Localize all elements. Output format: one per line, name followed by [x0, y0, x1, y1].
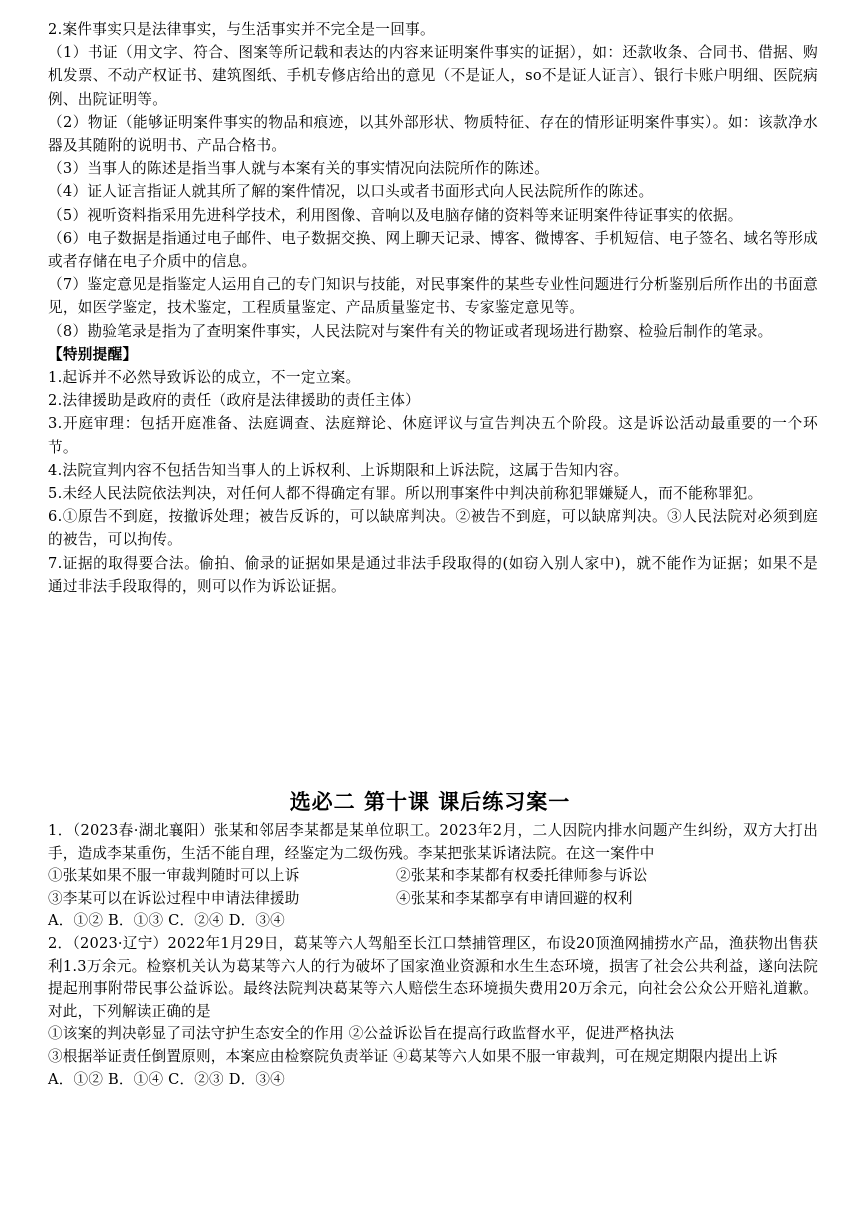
- question-1-options-row: [48, 865, 818, 888]
- exercise-title: 选必二 第十课 课后练习案一: [289, 790, 571, 814]
- reminder-item: 2.法律援助是政府的责任（政府是法律援助的责任主体）: [48, 392, 420, 410]
- option-1: ①张某如果不服一审裁判随时可以上诉: [48, 867, 300, 885]
- question-2-stem: 2．（2023·辽宁）2022年1月29日，葛某等六人驾船至长江口禁捕管理区，布设20顶渔网捕捞水产品，渔获物出售获利1.3万余元。检察机关认为葛某等六人的行为破坏了国家渔业资源和水生生态环境，损害了社会公共利益，遂向法院提起刑事附带民事公益诉讼。最终法院判决葛某等六人赔偿生态环境损失费用20万余元，向社会公众公开赔礼道歉。对此，下列解读正确的是: [48, 934, 818, 1020]
- reminder-item: 1.起诉并不必然导致诉讼的成立，不一定立案。: [48, 369, 361, 387]
- reminder-item: 3.开庭审理：包括开庭准备、法庭调查、法庭辩论、休庭评议与宣告判决五个阶段。这是诉讼活动最重要的一个环节。: [48, 415, 818, 456]
- exercise-section: [48, 820, 818, 1091]
- note-line: （2）物证（能够证明案件事实的物品和痕迹，以其外部形状、物质特征、存在的情形证明案件事实）。如：该款净水器及其随附的说明书、产品合格书。: [48, 113, 818, 155]
- note-line: （5）视听资料指采用先进科学技术，利用图像、音响以及电脑存储的资料等来证明案件待证事实的依据。: [48, 206, 743, 224]
- reminder-item: 5.未经人民法院依法判决，对任何人都不得确定有罪。所以刑事案件中判决前称犯罪嫌疑人，而不能称罪犯。: [48, 485, 763, 503]
- question-2-options-1-2: ①该案的判决彰显了司法守护生态安全的作用 ②公益诉讼旨在提高行政监督水平，促进严格执法: [48, 1025, 675, 1043]
- note-line: （1）书证（用文字、符合、图案等所记载和表达的内容来证明案件事实的证据），如：还款收条、合同书、借据、购机发票、不动产权证书、建筑图纸、手机专修店给出的意见（不是证人，so不是证人证言）、银行卡账户明细、医院病例、出院证明等。: [48, 44, 818, 108]
- option-2: ②张某和李某都有权委托律师参与诉讼: [396, 867, 648, 885]
- reminder-item: 6.①原告不到庭，按撤诉处理；被告反诉的，可以缺席判决。②被告不到庭，可以缺席判决。③人民法院对必须到庭的被告，可以拘传。: [48, 508, 818, 549]
- question-2-choices: A．①② B．①④ C．②③ D．③④: [48, 1070, 285, 1088]
- note-line: （6）电子数据是指通过电子邮件、电子数据交换、网上聊天记录、博客、微博客、手机短信、电子签名、域名等形成或者存储在电子介质中的信息。: [48, 229, 818, 271]
- question-2-options-3-4: ③根据举证责任倒置原则，本案应由检察院负责举证 ④葛某等六人如果不服一审裁判，可在规定期限内提出上诉: [48, 1047, 778, 1065]
- option-3: ③李某可以在诉讼过程中申请法律援助: [48, 889, 300, 907]
- option-4: ④张某和李某都享有申请回避的权利: [396, 889, 633, 907]
- reminder-item: 4.法院宣判内容不包括告知当事人的上诉权利、上诉期限和上诉法院，这属于告知内容。: [48, 461, 629, 479]
- note-line: 2.案件事实只是法律事实，与生活事实并不完全是一回事。: [48, 21, 435, 38]
- note-line: （7）鉴定意见是指鉴定人运用自己的专门知识与技能，对民事案件的某些专业性问题进行分析鉴别后所作出的书面意见，如医学鉴定，技术鉴定，工程质量鉴定、产品质量鉴定书、专家鉴定意见等。: [48, 276, 818, 317]
- reminder-heading: 【特别提醒】: [48, 345, 138, 363]
- note-line: （4）证人证言指证人就其所了解的案件情况，以口头或者书面形式向人民法院所作的陈述。: [48, 183, 654, 201]
- note-line: （8）勘验笔录是指为了查明案件事实，人民法院对与案件有关的物证或者现场进行勘察、检验后制作的笔录。: [48, 322, 773, 340]
- reminder-item: 7.证据的取得要合法。偷拍、偷录的证据如果是通过非法手段取得的(如窃入别人家中)，就不能作为证据；如果不是通过非法手段取得的，则可以作为诉讼证据。: [48, 554, 818, 595]
- notes-section: [48, 18, 818, 598]
- note-line: （3）当事人的陈述是指当事人就与本案有关的事实情况向法院所作的陈述。: [48, 160, 550, 178]
- question-1-choices: A．①② B．①③ C．②④ D．③④: [48, 912, 285, 930]
- question-1-stem: 1．（2023春·湖北襄阳）张某和邻居李某都是某单位职工。2023年2月，二人因院内排水问题产生纠纷，双方大打出手，造成李某重伤，生活不能自理，经鉴定为二级伤残。李某把张某诉诸法院。在这一案件中: [48, 822, 818, 862]
- question-1-options-row: [48, 888, 818, 911]
